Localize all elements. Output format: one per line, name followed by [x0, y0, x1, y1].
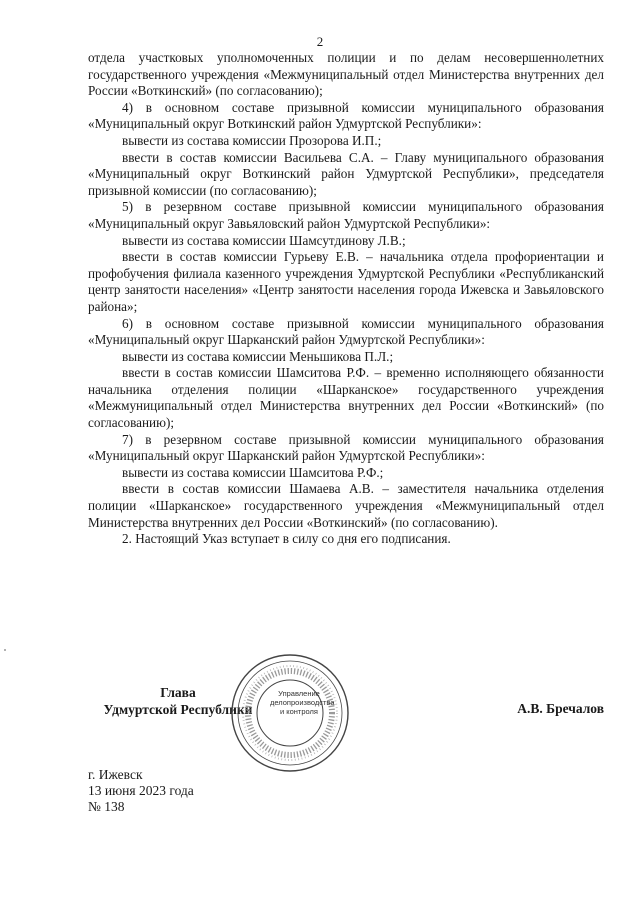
- paragraph: 4) в основном составе призывной комиссии муниципального образования «Муниципальный округ Воткинский район Удмуртской Республики»:: [88, 99, 604, 132]
- paragraph: вывести из состава комиссии Шамситова Р.Ф.;: [122, 464, 384, 480]
- paragraph: вывести из состава комиссии Прозорова И.П.;: [122, 132, 382, 148]
- margin-dot: [2, 640, 8, 660]
- paragraph: ввести в состав комиссии Шамситова Р.Ф. – временно исполняющего обязанности начальника отделения полиции «Шарканское» государственного учреждения «Межмуниципальный отдел Министерства внутренних дел России «Воткинский» (по согласованию);: [88, 365, 604, 431]
- paragraph: вывести из состава комиссии Меньшикова П.Л.;: [122, 348, 394, 364]
- stamp-text-line: Управление: [278, 689, 320, 698]
- stamp-text-line: делопроизводства: [270, 698, 335, 707]
- stamp-center-text: [270, 689, 335, 716]
- issue-date: 13 июня 2023 года: [88, 783, 194, 798]
- paragraph: ввести в состав комиссии Шамаева А.В. – заместителя начальника отделения полиции «Шарканское» государственного учреждения «Межмуниципальный отдел Министерства внутренних дел России «Воткинский» (по согласованию).: [88, 481, 604, 530]
- decree-number: № 138: [88, 799, 125, 814]
- signatory-title-line: Удмуртской Республики: [103, 702, 253, 717]
- paragraph: отдела участковых уполномоченных полиции и по делам несовершеннолетних государственного учреждения «Межмуниципальный отдел Министерства внутренних дел России «Воткинский» (по согласованию);: [88, 50, 604, 99]
- paragraph: ввести в состав комиссии Гурьеву Е.В. – начальника отдела профориентации и профобучения филиала казенного учреждения Удмуртской Республики «Республиканский центр занятости населения» «Центр занятости населения города Ижевска и Завьяловского района»;: [88, 249, 604, 314]
- paragraph: 5) в резервном составе призывной комиссии муниципального образования «Муниципальный округ Завьяловский район Удмуртской Республики»:: [88, 199, 604, 231]
- paragraph: ввести в состав комиссии Васильева С.А. – Главу муниципального образования «Муниципальный округ Воткинский район Удмуртской Республики», председателя призывной комиссии (по согласованию);: [88, 149, 604, 198]
- stamp-text-line: и контроля: [279, 707, 318, 716]
- signatory-name: А.В. Бречалов: [517, 701, 604, 716]
- paragraph: вывести из состава комиссии Шамсутдинову Л.В.;: [122, 232, 406, 248]
- signatory-title-line: Глава: [160, 685, 196, 700]
- document-body: [88, 50, 604, 548]
- document-footer: [88, 767, 194, 815]
- page-number: 2: [316, 34, 324, 49]
- paragraph: 7) в резервном составе призывной комиссии муниципального образования «Муниципальный округ Шарканский район Удмуртской Республики»:: [88, 431, 604, 464]
- paragraph: 6) в основном составе призывной комиссии муниципального образования «Муниципальный округ Шарканский район Удмуртской Республики»:: [88, 315, 604, 348]
- issue-city: г. Ижевск: [88, 767, 143, 782]
- paragraph: 2. Настоящий Указ вступает в силу со дня его подписания.: [122, 531, 451, 547]
